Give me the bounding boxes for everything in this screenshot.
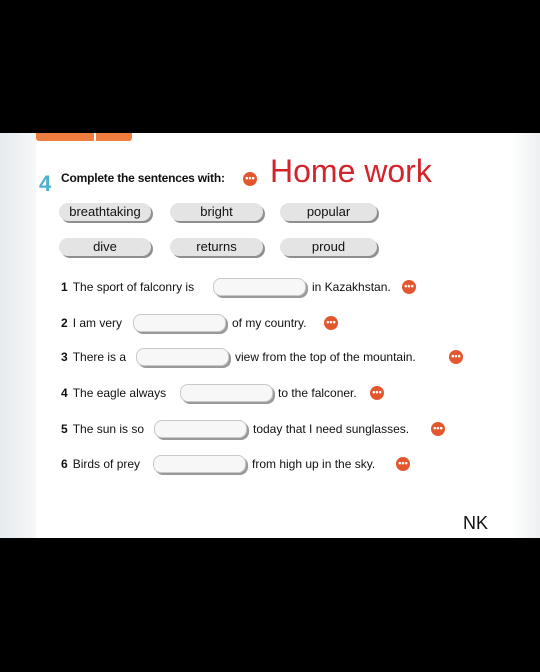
- sentence-end-4: to the falconer.: [278, 386, 357, 400]
- word-chip-proud: proud: [280, 238, 377, 256]
- more-dots-icon[interactable]: •••: [431, 422, 445, 436]
- sentence-2: [61, 313, 122, 333]
- word-chip-popular: popular: [280, 203, 377, 221]
- section-tab: [36, 133, 132, 141]
- answer-blank-1[interactable]: [213, 278, 306, 296]
- sentence-number: 3: [61, 350, 68, 364]
- sentence-number: 2: [61, 316, 68, 330]
- page-left-shadow: [0, 133, 36, 538]
- exercise-number: 4: [39, 171, 52, 196]
- word-chip-breathtaking: breathtaking: [59, 203, 151, 221]
- more-dots-icon[interactable]: •••: [396, 457, 410, 471]
- sentence-text: I am very: [72, 316, 123, 330]
- sentence-number: 6: [61, 457, 68, 471]
- instruction-text: Complete the sentences with:: [61, 171, 225, 185]
- watermark-initials: NK: [463, 513, 489, 533]
- sentence-4: [61, 383, 166, 403]
- answer-blank-3[interactable]: [136, 348, 229, 366]
- answer-blank-5[interactable]: [154, 420, 247, 438]
- homework-annotation: Home work: [270, 153, 432, 189]
- sentence-text: The sun is so: [72, 422, 145, 436]
- more-dots-icon[interactable]: •••: [370, 386, 384, 400]
- sentence-6: [61, 454, 140, 474]
- answer-blank-6[interactable]: [153, 455, 246, 473]
- sentence-text: The eagle always: [72, 386, 167, 400]
- sentence-1: [61, 277, 194, 297]
- exercise-instruction: [61, 171, 225, 185]
- word-chip-returns: returns: [170, 238, 263, 256]
- more-dots-icon[interactable]: •••: [402, 280, 416, 294]
- sentence-3: [61, 347, 126, 367]
- sentence-number: 5: [61, 422, 68, 436]
- sentence-number: 1: [61, 280, 68, 294]
- sentence-text: There is a: [72, 350, 127, 364]
- more-dots-icon[interactable]: •••: [324, 316, 338, 330]
- sentence-number: 4: [61, 386, 68, 400]
- page-right-shadow: [510, 133, 540, 538]
- answer-blank-2[interactable]: [133, 314, 226, 332]
- word-chip-dive: dive: [59, 238, 151, 256]
- sentence-end-6: from high up in the sky.: [252, 457, 376, 471]
- word-chip-bright: bright: [170, 203, 263, 221]
- worksheet-page: [0, 133, 540, 538]
- sentence-text: The sport of falconry is: [72, 280, 195, 294]
- sentence-text: Birds of prey: [72, 457, 141, 471]
- answer-blank-4[interactable]: [180, 384, 273, 402]
- more-dots-icon[interactable]: •••: [449, 350, 463, 364]
- sentence-end-5: today that I need sunglasses.: [253, 422, 410, 436]
- sentence-end-3: view from the top of the mountain.: [235, 350, 416, 364]
- sentence-end-2: of my country.: [232, 316, 307, 330]
- sentence-end-1: in Kazakhstan.: [312, 280, 391, 294]
- more-dots-icon[interactable]: •••: [243, 172, 257, 186]
- sentence-5: [61, 419, 144, 439]
